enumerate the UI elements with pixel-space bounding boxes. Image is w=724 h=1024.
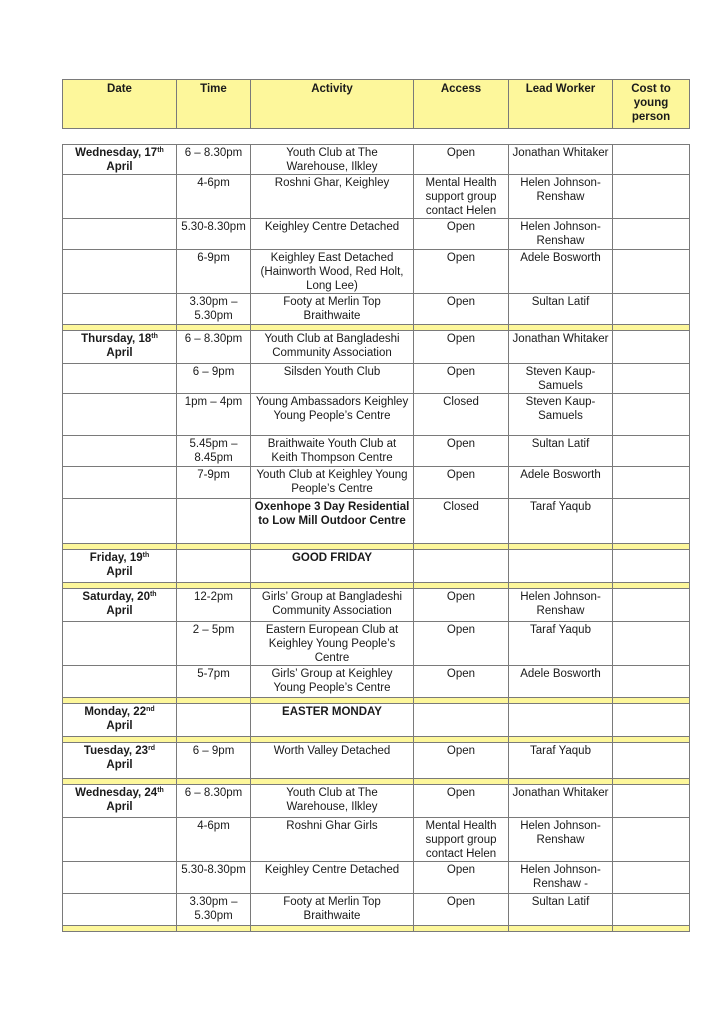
time-cell: 5.30-8.30pm <box>177 862 251 894</box>
time-cell: 5.45pm – 8.45pm <box>177 436 251 467</box>
time-cell: 3.30pm – 5.30pm <box>177 294 251 325</box>
lead-worker-cell: Steven Kaup-Samuels <box>509 364 613 394</box>
access-cell: Open <box>414 145 509 175</box>
time-cell: 4-6pm <box>177 175 251 219</box>
date-text: Friday, 19 <box>89 552 143 564</box>
lead-worker-cell: Helen Johnson-Renshaw - <box>509 862 613 894</box>
activity-cell: Youth Club at The Warehouse, Ilkley <box>251 145 414 175</box>
time-cell: 2 – 5pm <box>177 622 251 666</box>
activity-cell: Youth Club at The Warehouse, Ilkley <box>251 785 414 818</box>
date-cell <box>63 219 177 250</box>
date-cell <box>63 331 177 364</box>
access-cell: Open <box>414 785 509 818</box>
table-row <box>63 294 690 325</box>
cost-cell <box>613 331 690 364</box>
date-cell <box>63 589 177 622</box>
date-month: April <box>106 759 133 771</box>
access-cell: Closed <box>414 499 509 544</box>
access-cell: Open <box>414 862 509 894</box>
table-row <box>63 818 690 862</box>
time-cell: 6 – 8.30pm <box>177 145 251 175</box>
lead-worker-cell: Taraf Yaqub <box>509 499 613 544</box>
activity-cell: Girls’ Group at Bangladeshi Community Association <box>251 589 414 622</box>
access-cell: Open <box>414 467 509 499</box>
cost-cell <box>613 219 690 250</box>
activity-cell: Youth Club at Keighley Young People’s Centre <box>251 467 414 499</box>
date-text: Thursday, 18 <box>81 333 152 345</box>
table-row <box>63 467 690 499</box>
activity-cell: Oxenhope 3 Day Residential to Low Mill Outdoor Centre <box>251 499 414 544</box>
time-cell <box>177 550 251 583</box>
cost-cell <box>613 394 690 436</box>
table-row <box>63 394 690 436</box>
date-month: April <box>106 347 133 359</box>
cost-cell <box>613 894 690 926</box>
access-cell: Mental Health support group contact Helen <box>414 175 509 219</box>
date-cell <box>63 394 177 436</box>
separator-cell <box>177 926 251 932</box>
table-row <box>63 666 690 698</box>
access-cell <box>414 704 509 737</box>
lead-worker-cell: Taraf Yaqub <box>509 622 613 666</box>
activity-cell: Roshni Ghar Girls <box>251 818 414 862</box>
access-cell: Open <box>414 294 509 325</box>
cost-cell <box>613 145 690 175</box>
table-row <box>63 145 690 175</box>
time-cell <box>177 499 251 544</box>
table-row <box>63 175 690 219</box>
header-cost: Cost to young person <box>613 80 690 129</box>
table-row <box>63 499 690 544</box>
activity-cell: Keighley East Detached (Hainworth Wood, Red Holt, Long Lee) <box>251 250 414 294</box>
time-cell: 5-7pm <box>177 666 251 698</box>
activity-cell: Worth Valley Detached <box>251 743 414 779</box>
date-text: Wednesday, 17 <box>75 147 158 159</box>
lead-worker-cell: Adele Bosworth <box>509 666 613 698</box>
time-cell: 6-9pm <box>177 250 251 294</box>
table-row <box>63 743 690 779</box>
date-month: April <box>106 720 133 732</box>
cost-cell <box>613 250 690 294</box>
activity-cell: Silsden Youth Club <box>251 364 414 394</box>
access-cell: Open <box>414 666 509 698</box>
cost-cell <box>613 818 690 862</box>
table-row <box>63 219 690 250</box>
cost-cell <box>613 364 690 394</box>
table-row <box>63 622 690 666</box>
activity-cell: Young Ambassadors Keighley Young People’s Centre <box>251 394 414 436</box>
cost-cell <box>613 862 690 894</box>
date-cell <box>63 894 177 926</box>
cost-cell <box>613 704 690 737</box>
cost-cell <box>613 175 690 219</box>
date-ordinal-suffix: th <box>157 787 164 794</box>
date-month: April <box>106 801 133 813</box>
date-text: Tuesday, 23 <box>83 745 149 757</box>
separator-cell <box>63 926 177 932</box>
lead-worker-cell <box>509 550 613 583</box>
date-cell <box>63 175 177 219</box>
date-cell <box>63 467 177 499</box>
table-row <box>63 364 690 394</box>
header-time: Time <box>177 80 251 129</box>
date-cell <box>63 666 177 698</box>
access-cell: Open <box>414 589 509 622</box>
cost-cell <box>613 622 690 666</box>
separator-cell <box>509 926 613 932</box>
access-cell: Open <box>414 219 509 250</box>
date-cell <box>63 250 177 294</box>
lead-worker-cell: Jonathan Whitaker <box>509 331 613 364</box>
date-text: Wednesday, 24 <box>75 787 158 799</box>
date-ordinal-suffix: nd <box>146 706 155 713</box>
date-ordinal-suffix: th <box>142 552 150 559</box>
time-cell: 4-6pm <box>177 818 251 862</box>
header-access: Access <box>414 80 509 129</box>
date-ordinal-suffix: th <box>157 147 164 154</box>
cost-cell <box>613 467 690 499</box>
lead-worker-cell: Helen Johnson-Renshaw <box>509 818 613 862</box>
date-cell <box>63 862 177 894</box>
schedule-header-table <box>62 79 690 129</box>
lead-worker-cell: Sultan Latif <box>509 294 613 325</box>
access-cell: Open <box>414 250 509 294</box>
date-month: April <box>106 605 133 617</box>
separator-cell <box>251 926 414 932</box>
lead-worker-cell: Adele Bosworth <box>509 467 613 499</box>
lead-worker-cell: Sultan Latif <box>509 894 613 926</box>
lead-worker-cell: Steven Kaup-Samuels <box>509 394 613 436</box>
access-cell: Open <box>414 331 509 364</box>
table-row <box>63 550 690 583</box>
header-date: Date <box>63 80 177 129</box>
access-cell: Open <box>414 622 509 666</box>
lead-worker-cell: Helen Johnson-Renshaw <box>509 589 613 622</box>
access-cell: Closed <box>414 394 509 436</box>
activity-cell: Footy at Merlin Top Braithwaite <box>251 894 414 926</box>
cost-cell <box>613 436 690 467</box>
activity-cell: Footy at Merlin Top Braithwaite <box>251 294 414 325</box>
table-row <box>63 704 690 737</box>
date-month: April <box>106 566 133 578</box>
time-cell: 6 – 9pm <box>177 364 251 394</box>
time-cell: 5.30-8.30pm <box>177 219 251 250</box>
date-cell <box>63 704 177 737</box>
lead-worker-cell: Helen Johnson-Renshaw <box>509 175 613 219</box>
activity-cell: Keighley Centre Detached <box>251 862 414 894</box>
activity-cell: EASTER MONDAY <box>251 704 414 737</box>
date-ordinal-suffix: rd <box>148 745 156 752</box>
lead-worker-cell: Helen Johnson-Renshaw <box>509 219 613 250</box>
time-cell: 7-9pm <box>177 467 251 499</box>
lead-worker-cell: Sultan Latif <box>509 436 613 467</box>
cost-cell <box>613 499 690 544</box>
time-cell: 1pm – 4pm <box>177 394 251 436</box>
lead-worker-cell: Jonathan Whitaker <box>509 145 613 175</box>
activity-cell: Eastern European Club at Keighley Young People’s Centre <box>251 622 414 666</box>
date-cell <box>63 436 177 467</box>
activity-cell: GOOD FRIDAY <box>251 550 414 583</box>
lead-worker-cell <box>509 704 613 737</box>
date-cell <box>63 294 177 325</box>
header-lead-worker: Lead Worker <box>509 80 613 129</box>
cost-cell <box>613 743 690 779</box>
header-activity: Activity <box>251 80 414 129</box>
time-cell: 3.30pm – 5.30pm <box>177 894 251 926</box>
access-cell: Mental Health support group contact Helen <box>414 818 509 862</box>
separator-cell <box>414 926 509 932</box>
table-row <box>63 436 690 467</box>
access-cell: Open <box>414 436 509 467</box>
time-cell: 12-2pm <box>177 589 251 622</box>
date-text: Monday, 22 <box>84 706 147 718</box>
time-cell: 6 – 8.30pm <box>177 785 251 818</box>
access-cell <box>414 550 509 583</box>
separator-cell <box>613 926 690 932</box>
date-cell <box>63 818 177 862</box>
date-ordinal-suffix: th <box>149 591 157 598</box>
date-cell <box>63 550 177 583</box>
header-row <box>63 80 690 129</box>
lead-worker-cell: Adele Bosworth <box>509 250 613 294</box>
activity-cell: Youth Club at Bangladeshi Community Association <box>251 331 414 364</box>
lead-worker-cell: Taraf Yaqub <box>509 743 613 779</box>
activity-cell: Braithwaite Youth Club at Keith Thompson Centre <box>251 436 414 467</box>
date-cell <box>63 622 177 666</box>
table-row <box>63 589 690 622</box>
date-cell <box>63 743 177 779</box>
table-row <box>63 785 690 818</box>
activity-cell: Girls’ Group at Keighley Young People’s Centre <box>251 666 414 698</box>
table-row <box>63 331 690 364</box>
access-cell: Open <box>414 743 509 779</box>
time-cell: 6 – 9pm <box>177 743 251 779</box>
cost-cell <box>613 666 690 698</box>
cost-cell <box>613 785 690 818</box>
time-cell <box>177 704 251 737</box>
table-row <box>63 250 690 294</box>
date-cell <box>63 364 177 394</box>
cost-cell <box>613 550 690 583</box>
date-cell <box>63 785 177 818</box>
date-cell <box>63 499 177 544</box>
date-ordinal-suffix: th <box>151 333 158 340</box>
table-row <box>63 894 690 926</box>
schedule-body-table <box>62 144 690 932</box>
date-text: Saturday, 20 <box>82 591 150 603</box>
lead-worker-cell: Jonathan Whitaker <box>509 785 613 818</box>
day-separator-row <box>63 926 690 932</box>
activity-cell: Keighley Centre Detached <box>251 219 414 250</box>
access-cell: Open <box>414 364 509 394</box>
cost-cell <box>613 589 690 622</box>
time-cell: 6 – 8.30pm <box>177 331 251 364</box>
table-row <box>63 862 690 894</box>
activity-cell: Roshni Ghar, Keighley <box>251 175 414 219</box>
cost-cell <box>613 294 690 325</box>
date-cell <box>63 145 177 175</box>
access-cell: Open <box>414 894 509 926</box>
date-month: April <box>106 161 133 173</box>
